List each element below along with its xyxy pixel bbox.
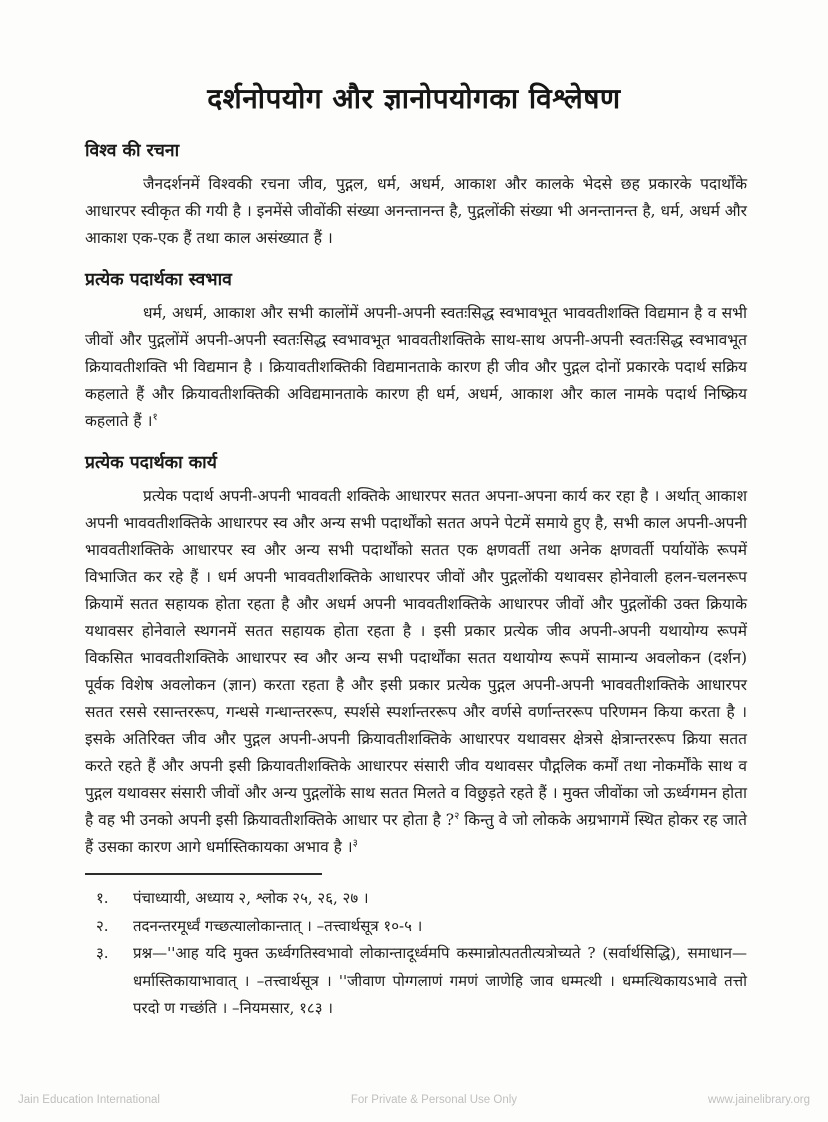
footnote bbox=[96, 940, 747, 1023]
footnote-number: २. bbox=[96, 916, 109, 935]
footnote-text: प्रश्न—''आह यदि मुक्त ऊर्ध्वगतिस्वभावो लोकान्तादूर्ध्वमपि कस्मान्नोत्पततीत्यत्रोच्यते ? (सर्वार्थसिद्धि), समाधान—धर्मास्तिकायाभावात् । –तत्त्वार्थसूत्र । ''जीवाण पोग्गलाणं गमणं जाणेहि जाव धम्मत्थी । धम्मत्थिकायऽभावे तत्तो परदो ण गच्छंति । –नियमसार, १८३ । bbox=[133, 944, 747, 1017]
footnote-marker: १ bbox=[152, 411, 158, 423]
footnote-marker: ३ bbox=[352, 837, 358, 849]
footnote-marker: २ bbox=[454, 810, 460, 822]
footnote-number: ३. bbox=[96, 944, 109, 962]
footnote bbox=[96, 913, 747, 941]
paragraph: प्रत्येक पदार्थ अपनी-अपनी भाववती शक्तिके आधारपर सतत अपना-अपना कार्य कर रहा है । अर्थात् आकाश अपनी भाववतीशक्तिके आधारपर स्व और अन्य सभी पदार्थोंको सतत अपने पेटमें समाये हुए है, सभी काल अपनी-अपनी भाववतीशक्तिके आधारपर स्व और अन्य सभी पदार्थोंको सतत एक क्षणवर्ती तथा अनेक क्षणवर्ती पर्यायोंके रूपमें विभाजित कर रहे हैं । धर्म अपनी भाववतीशक्तिके आधारपर जीवों और पुद्गलोंकी यथावसर होनेवाली हलन-चलनरूप क्रियामें सतत सहायक होता रहता है और अधर्म अपनी भाववतीशक्तिके आधारपर जीवों और पुद्गलोंकी उक्त क्रियाके यथावसर होनेवाले स्थगनमें सतत सहायक होता रहता है । इसी प्रकार प्रत्येक जीव अपनी-अपनी यथायोग्य रूपमें विकसित भाववतीशक्तिके आधारपर स्व और अन्य सभी पदार्थोंका सतत यथायोग्य रूपमें सामान्य अवलोकन (दर्शन) पूर्वक विशेष अवलोकन (ज्ञान) करता रहता है और इसी प्रकार प्रत्येक पुद्गल अपनी-अपनी भाववतीशक्तिके आधारपर सतत रससे रसान्तररूप, गन्धसे गन्धान्तररूप, स्पर्शसे स्पर्शान्तररूप और वर्णसे वर्णान्तररूप परिणमन किया करता है । इसके अतिरिक्त जीव और पुद्गल अपनी-अपनी क्रियावतीशक्तिके आधारपर यथावसर क्षेत्रसे क्षेत्रान्तररूप क्रिया सतत करते रहते हैं और अपनी इसी क्रियावतीशक्तिके आधारपर संसारी जीव यथावसर पौद्गलिक कर्मों तथा नोकर्मोंके साथ व पुद्गल यथावसर संसारी जीवों और अन्य पुद्गलोंके साथ सतत मिलते व विछुड़ते रहते हैं । मुक्त जीवोंका जो ऊर्ध्वगमन होता है वह भी उनको अपनी इसी क्रियावतीशक्तिके आधार पर होता है ?$^२$ किन्तु वे जो लोकके अग्रभागमें स्थित होकर रह जाते हैं उसका कारण आगे धर्मास्तिकायका अभाव है ।$^३$ bbox=[85, 487, 747, 856]
paragraph: धर्म, अधर्म, आकाश और सभी कालोंमें अपनी-अपनी स्वतःसिद्ध स्वभावभूत भाववतीशक्ति विद्यमान है व सभी जीवों और पुद्गलोंमें अपनी-अपनी स्वतःसिद्ध स्वभावभूत भाववतीशक्तिके साथ-साथ अपनी-अपनी स्वतःसिद्ध स्वभावभूत क्रियावतीशक्ति भी विद्यमान है । क्रियावतीशक्तिकी विद्यमानताके कारण ही जीव और पुद्गल दोनों प्रकारके पदार्थ सक्रिय कहलाते हैं और क्रियावतीशक्तिकी अविद्यमानताके कारण ही धर्म, अधर्म, आकाश और काल नामके पदार्थ निष्क्रिय कहलाते हैं ।$^१$ bbox=[85, 304, 747, 430]
footnote-number: १. bbox=[96, 889, 109, 907]
section-heading: विश्व की रचना bbox=[85, 141, 180, 161]
section-heading: प्रत्येक पदार्थका स्वभाव bbox=[85, 270, 232, 290]
footnote-separator bbox=[85, 873, 322, 875]
document-body bbox=[85, 138, 747, 861]
footer-usage-note: For Private & Personal Use Only bbox=[350, 1094, 518, 1106]
footer-publisher: Jain Education International bbox=[18, 1094, 160, 1106]
footnote-text: पंचाध्यायी, अध्याय २, श्लोक २५, २६, २७ । bbox=[133, 889, 369, 907]
paragraph: जैनदर्शनमें विश्वकी रचना जीव, पुद्गल, धर्म, अधर्म, आकाश और कालके भेदसे छह प्रकारके पदार्थोंके आधारपर स्वीकृत की गयी है । इनमेंसे जीवोंकी संख्या अनन्तानन्त है, पुद्गलोंकी संख्या भी अनन्तानन्त है, धर्म, अधर्म और आकाश एक-एक हैं तथा काल असंख्यात हैं । bbox=[85, 175, 747, 247]
footer-website: www.jainelibrary.org bbox=[707, 1094, 810, 1106]
section-heading: प्रत्येक पदार्थका कार्य bbox=[85, 453, 217, 473]
page-footer bbox=[0, 1094, 828, 1106]
footnotes-block bbox=[96, 885, 747, 1023]
footnote-text: तदनन्तरमूर्ध्वं गच्छत्यालोकान्तात् । –तत्त्वार्थसूत्र १०-५ । bbox=[133, 916, 423, 935]
page-title: दर्शनोपयोग और ज्ञानोपयोगका विश्लेषण bbox=[207, 82, 621, 115]
footnote bbox=[96, 885, 747, 913]
